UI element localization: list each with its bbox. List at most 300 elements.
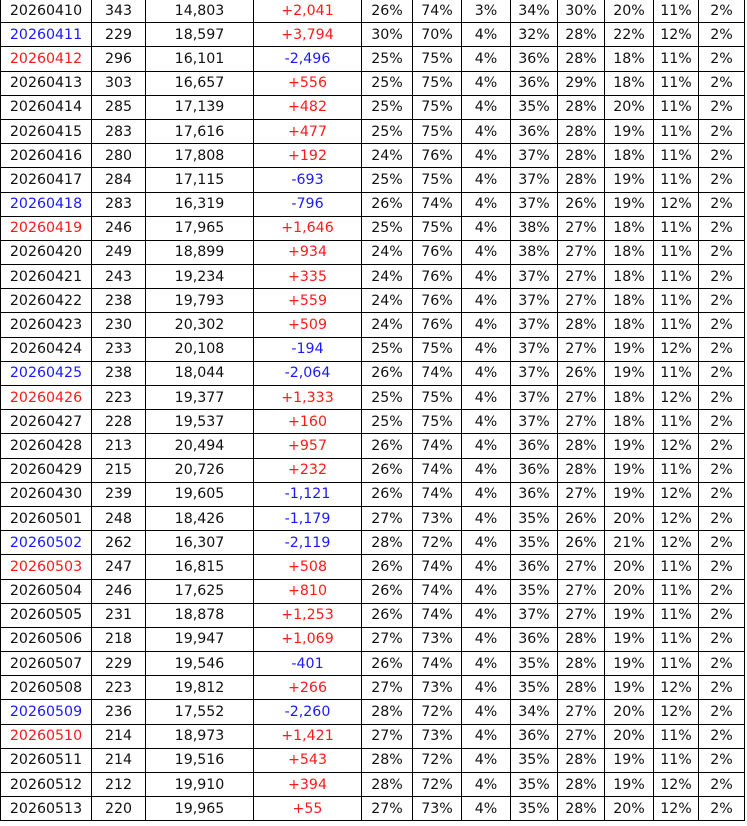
count-cell: 223 (92, 676, 146, 700)
pct-cell-6: 19% (605, 603, 654, 627)
pct-cell-4: 36% (511, 434, 558, 458)
table-row (1, 531, 745, 555)
pct-cell-2: 75% (413, 337, 462, 361)
pct-cell-3: 4% (462, 95, 511, 119)
pct-cell-2: 75% (413, 216, 462, 240)
total-cell: 16,101 (146, 47, 254, 71)
pct-cell-3: 4% (462, 47, 511, 71)
delta-cell: +957 (254, 434, 362, 458)
pct-cell-6: 20% (605, 95, 654, 119)
pct-cell-1: 27% (362, 797, 413, 821)
pct-cell-5: 30% (558, 0, 605, 23)
pct-cell-6: 19% (605, 652, 654, 676)
pct-cell-3: 4% (462, 71, 511, 95)
count-cell: 243 (92, 265, 146, 289)
pct-cell-4: 36% (511, 119, 558, 143)
pct-cell-4: 35% (511, 579, 558, 603)
pct-cell-6: 19% (605, 773, 654, 797)
pct-cell-7: 11% (654, 144, 699, 168)
pct-cell-2: 75% (413, 410, 462, 434)
table-row (1, 265, 745, 289)
pct-cell-3: 4% (462, 603, 511, 627)
total-cell: 19,812 (146, 676, 254, 700)
pct-cell-6: 20% (605, 700, 654, 724)
pct-cell-2: 72% (413, 773, 462, 797)
pct-cell-1: 25% (362, 47, 413, 71)
date-cell: 20260503 (1, 555, 92, 579)
delta-cell: -401 (254, 652, 362, 676)
pct-cell-4: 36% (511, 627, 558, 651)
pct-cell-5: 26% (558, 531, 605, 555)
pct-cell-4: 35% (511, 676, 558, 700)
pct-cell-2: 74% (413, 555, 462, 579)
table-row (1, 289, 745, 313)
pct-cell-8: 2% (699, 434, 745, 458)
pct-cell-5: 28% (558, 23, 605, 47)
pct-cell-5: 28% (558, 47, 605, 71)
pct-cell-8: 2% (699, 797, 745, 821)
delta-cell: +1,069 (254, 627, 362, 651)
pct-cell-1: 26% (362, 579, 413, 603)
pct-cell-3: 4% (462, 724, 511, 748)
pct-cell-2: 75% (413, 95, 462, 119)
pct-cell-1: 25% (362, 216, 413, 240)
pct-cell-7: 11% (654, 71, 699, 95)
pct-cell-4: 35% (511, 797, 558, 821)
pct-cell-2: 73% (413, 676, 462, 700)
pct-cell-5: 27% (558, 265, 605, 289)
delta-cell: +3,794 (254, 23, 362, 47)
total-cell: 19,605 (146, 482, 254, 506)
total-cell: 17,552 (146, 700, 254, 724)
delta-cell: +160 (254, 410, 362, 434)
date-cell: 20260427 (1, 410, 92, 434)
pct-cell-5: 26% (558, 192, 605, 216)
count-cell: 283 (92, 119, 146, 143)
count-cell: 230 (92, 313, 146, 337)
date-cell: 20260501 (1, 506, 92, 530)
pct-cell-8: 2% (699, 386, 745, 410)
pct-cell-7: 11% (654, 361, 699, 385)
pct-cell-6: 18% (605, 265, 654, 289)
pct-cell-8: 2% (699, 240, 745, 264)
table-row (1, 748, 745, 772)
pct-cell-2: 75% (413, 386, 462, 410)
total-cell: 18,597 (146, 23, 254, 47)
pct-cell-5: 28% (558, 748, 605, 772)
pct-cell-6: 19% (605, 434, 654, 458)
pct-cell-8: 2% (699, 119, 745, 143)
table-row (1, 144, 745, 168)
date-cell: 20260424 (1, 337, 92, 361)
pct-cell-5: 27% (558, 579, 605, 603)
pct-cell-6: 19% (605, 192, 654, 216)
pct-cell-1: 26% (362, 652, 413, 676)
count-cell: 214 (92, 724, 146, 748)
delta-cell: +2,041 (254, 0, 362, 23)
count-cell: 214 (92, 748, 146, 772)
pct-cell-1: 28% (362, 748, 413, 772)
total-cell: 17,115 (146, 168, 254, 192)
pct-cell-4: 36% (511, 482, 558, 506)
pct-cell-7: 12% (654, 386, 699, 410)
table-row (1, 773, 745, 797)
pct-cell-1: 26% (362, 482, 413, 506)
pct-cell-1: 27% (362, 627, 413, 651)
pct-cell-1: 28% (362, 773, 413, 797)
delta-cell: +934 (254, 240, 362, 264)
pct-cell-2: 75% (413, 71, 462, 95)
date-cell: 20260429 (1, 458, 92, 482)
pct-cell-4: 37% (511, 603, 558, 627)
date-cell: 20260512 (1, 773, 92, 797)
table-row (1, 313, 745, 337)
pct-cell-5: 27% (558, 337, 605, 361)
table-row (1, 240, 745, 264)
delta-cell: +335 (254, 265, 362, 289)
pct-cell-5: 28% (558, 652, 605, 676)
pct-cell-8: 2% (699, 95, 745, 119)
total-cell: 19,947 (146, 627, 254, 651)
total-cell: 16,307 (146, 531, 254, 555)
pct-cell-8: 2% (699, 361, 745, 385)
pct-cell-8: 2% (699, 337, 745, 361)
pct-cell-1: 25% (362, 410, 413, 434)
pct-cell-7: 11% (654, 748, 699, 772)
total-cell: 16,815 (146, 555, 254, 579)
delta-cell: +482 (254, 95, 362, 119)
pct-cell-8: 2% (699, 603, 745, 627)
delta-cell: +810 (254, 579, 362, 603)
count-cell: 249 (92, 240, 146, 264)
date-cell: 20260413 (1, 71, 92, 95)
pct-cell-3: 4% (462, 627, 511, 651)
pct-cell-3: 4% (462, 337, 511, 361)
pct-cell-8: 2% (699, 313, 745, 337)
pct-cell-1: 26% (362, 192, 413, 216)
count-cell: 248 (92, 506, 146, 530)
pct-cell-8: 2% (699, 482, 745, 506)
table-row (1, 627, 745, 651)
pct-cell-7: 12% (654, 531, 699, 555)
pct-cell-3: 4% (462, 748, 511, 772)
delta-cell: -2,260 (254, 700, 362, 724)
table-row (1, 603, 745, 627)
count-cell: 238 (92, 361, 146, 385)
pct-cell-3: 4% (462, 506, 511, 530)
date-cell: 20260419 (1, 216, 92, 240)
delta-cell: +477 (254, 119, 362, 143)
delta-cell: +508 (254, 555, 362, 579)
pct-cell-2: 74% (413, 0, 462, 23)
total-cell: 17,625 (146, 579, 254, 603)
total-cell: 16,319 (146, 192, 254, 216)
pct-cell-4: 35% (511, 748, 558, 772)
table-row (1, 0, 745, 23)
pct-cell-8: 2% (699, 506, 745, 530)
pct-cell-1: 24% (362, 289, 413, 313)
count-cell: 296 (92, 47, 146, 71)
total-cell: 19,234 (146, 265, 254, 289)
delta-cell: -693 (254, 168, 362, 192)
pct-cell-4: 37% (511, 337, 558, 361)
pct-cell-6: 19% (605, 361, 654, 385)
table-row (1, 434, 745, 458)
pct-cell-8: 2% (699, 700, 745, 724)
total-cell: 19,516 (146, 748, 254, 772)
delta-cell: -2,496 (254, 47, 362, 71)
pct-cell-2: 74% (413, 458, 462, 482)
pct-cell-2: 72% (413, 700, 462, 724)
pct-cell-3: 4% (462, 773, 511, 797)
pct-cell-3: 4% (462, 216, 511, 240)
pct-cell-7: 11% (654, 579, 699, 603)
count-cell: 238 (92, 289, 146, 313)
date-cell: 20260420 (1, 240, 92, 264)
table-row (1, 386, 745, 410)
pct-cell-5: 26% (558, 506, 605, 530)
pct-cell-5: 27% (558, 240, 605, 264)
total-cell: 20,108 (146, 337, 254, 361)
pct-cell-3: 4% (462, 289, 511, 313)
date-cell: 20260416 (1, 144, 92, 168)
pct-cell-8: 2% (699, 579, 745, 603)
pct-cell-7: 12% (654, 773, 699, 797)
date-cell: 20260417 (1, 168, 92, 192)
pct-cell-6: 18% (605, 410, 654, 434)
pct-cell-3: 4% (462, 434, 511, 458)
pct-cell-5: 28% (558, 434, 605, 458)
date-cell: 20260428 (1, 434, 92, 458)
pct-cell-3: 4% (462, 313, 511, 337)
date-cell: 20260418 (1, 192, 92, 216)
count-cell: 212 (92, 773, 146, 797)
pct-cell-1: 26% (362, 361, 413, 385)
pct-cell-3: 4% (462, 531, 511, 555)
pct-cell-8: 2% (699, 144, 745, 168)
pct-cell-5: 27% (558, 603, 605, 627)
pct-cell-7: 11% (654, 410, 699, 434)
pct-cell-3: 4% (462, 458, 511, 482)
table-row (1, 216, 745, 240)
pct-cell-4: 37% (511, 386, 558, 410)
pct-cell-1: 24% (362, 265, 413, 289)
pct-cell-6: 19% (605, 337, 654, 361)
table-row (1, 410, 745, 434)
date-cell: 20260430 (1, 482, 92, 506)
total-cell: 18,899 (146, 240, 254, 264)
pct-cell-2: 70% (413, 23, 462, 47)
table-row (1, 192, 745, 216)
pct-cell-4: 35% (511, 95, 558, 119)
pct-cell-5: 27% (558, 386, 605, 410)
pct-cell-6: 19% (605, 458, 654, 482)
pct-cell-7: 12% (654, 482, 699, 506)
count-cell: 343 (92, 0, 146, 23)
table-row (1, 724, 745, 748)
pct-cell-7: 12% (654, 506, 699, 530)
pct-cell-1: 26% (362, 555, 413, 579)
pct-cell-8: 2% (699, 748, 745, 772)
pct-cell-8: 2% (699, 627, 745, 651)
table-row (1, 506, 745, 530)
pct-cell-2: 75% (413, 47, 462, 71)
pct-cell-2: 76% (413, 313, 462, 337)
delta-cell: +266 (254, 676, 362, 700)
pct-cell-7: 11% (654, 724, 699, 748)
pct-cell-4: 35% (511, 652, 558, 676)
pct-cell-5: 28% (558, 676, 605, 700)
table-row (1, 579, 745, 603)
table-row (1, 676, 745, 700)
total-cell: 19,377 (146, 386, 254, 410)
pct-cell-4: 37% (511, 289, 558, 313)
pct-cell-2: 74% (413, 434, 462, 458)
pct-cell-1: 26% (362, 434, 413, 458)
pct-cell-8: 2% (699, 458, 745, 482)
delta-cell: +55 (254, 797, 362, 821)
pct-cell-6: 19% (605, 676, 654, 700)
pct-cell-5: 29% (558, 71, 605, 95)
date-cell: 20260508 (1, 676, 92, 700)
pct-cell-1: 25% (362, 337, 413, 361)
pct-cell-6: 20% (605, 506, 654, 530)
pct-cell-2: 74% (413, 361, 462, 385)
pct-cell-8: 2% (699, 192, 745, 216)
pct-cell-2: 76% (413, 240, 462, 264)
total-cell: 20,302 (146, 313, 254, 337)
date-cell: 20260422 (1, 289, 92, 313)
pct-cell-4: 36% (511, 724, 558, 748)
total-cell: 16,657 (146, 71, 254, 95)
pct-cell-3: 4% (462, 168, 511, 192)
count-cell: 262 (92, 531, 146, 555)
total-cell: 18,044 (146, 361, 254, 385)
table-row (1, 797, 745, 821)
delta-cell: +232 (254, 458, 362, 482)
pct-cell-8: 2% (699, 410, 745, 434)
pct-cell-4: 37% (511, 313, 558, 337)
date-cell: 20260415 (1, 119, 92, 143)
pct-cell-4: 37% (511, 410, 558, 434)
pct-cell-5: 26% (558, 361, 605, 385)
pct-cell-2: 73% (413, 627, 462, 651)
pct-cell-6: 18% (605, 47, 654, 71)
pct-cell-4: 34% (511, 700, 558, 724)
date-cell: 20260414 (1, 95, 92, 119)
total-cell: 19,537 (146, 410, 254, 434)
total-cell: 20,494 (146, 434, 254, 458)
pct-cell-5: 27% (558, 216, 605, 240)
pct-cell-4: 37% (511, 144, 558, 168)
delta-cell: +543 (254, 748, 362, 772)
total-cell: 14,803 (146, 0, 254, 23)
pct-cell-2: 72% (413, 531, 462, 555)
date-cell: 20260411 (1, 23, 92, 47)
pct-cell-1: 25% (362, 71, 413, 95)
pct-cell-7: 11% (654, 603, 699, 627)
total-cell: 17,616 (146, 119, 254, 143)
pct-cell-6: 20% (605, 579, 654, 603)
total-cell: 19,793 (146, 289, 254, 313)
pct-cell-3: 4% (462, 144, 511, 168)
pct-cell-3: 4% (462, 652, 511, 676)
pct-cell-1: 26% (362, 603, 413, 627)
delta-cell: -2,064 (254, 361, 362, 385)
pct-cell-6: 18% (605, 216, 654, 240)
table-row (1, 168, 745, 192)
pct-cell-6: 20% (605, 724, 654, 748)
pct-cell-5: 27% (558, 410, 605, 434)
pct-cell-1: 27% (362, 506, 413, 530)
pct-cell-1: 25% (362, 168, 413, 192)
pct-cell-4: 38% (511, 240, 558, 264)
pct-cell-5: 27% (558, 555, 605, 579)
table-row (1, 95, 745, 119)
pct-cell-5: 28% (558, 168, 605, 192)
pct-cell-3: 4% (462, 265, 511, 289)
pct-cell-3: 4% (462, 555, 511, 579)
pct-cell-2: 74% (413, 652, 462, 676)
pct-cell-3: 4% (462, 23, 511, 47)
pct-cell-1: 26% (362, 0, 413, 23)
delta-cell: +1,646 (254, 216, 362, 240)
pct-cell-4: 35% (511, 773, 558, 797)
pct-cell-5: 28% (558, 797, 605, 821)
count-cell: 236 (92, 700, 146, 724)
pct-cell-2: 75% (413, 119, 462, 143)
date-cell: 20260509 (1, 700, 92, 724)
delta-cell: +394 (254, 773, 362, 797)
pct-cell-6: 19% (605, 482, 654, 506)
date-cell: 20260412 (1, 47, 92, 71)
pct-cell-8: 2% (699, 724, 745, 748)
pct-cell-8: 2% (699, 555, 745, 579)
pct-cell-5: 28% (558, 95, 605, 119)
pct-cell-7: 11% (654, 47, 699, 71)
delta-cell: +1,421 (254, 724, 362, 748)
pct-cell-6: 19% (605, 748, 654, 772)
pct-cell-7: 12% (654, 676, 699, 700)
total-cell: 18,973 (146, 724, 254, 748)
pct-cell-7: 11% (654, 240, 699, 264)
pct-cell-4: 38% (511, 216, 558, 240)
pct-cell-7: 11% (654, 458, 699, 482)
pct-cell-2: 74% (413, 482, 462, 506)
date-cell: 20260421 (1, 265, 92, 289)
pct-cell-4: 36% (511, 458, 558, 482)
count-cell: 229 (92, 652, 146, 676)
pct-cell-3: 4% (462, 386, 511, 410)
count-cell: 280 (92, 144, 146, 168)
pct-cell-3: 4% (462, 482, 511, 506)
count-cell: 218 (92, 627, 146, 651)
pct-cell-8: 2% (699, 289, 745, 313)
pct-cell-7: 11% (654, 555, 699, 579)
pct-cell-2: 74% (413, 603, 462, 627)
pct-cell-6: 22% (605, 23, 654, 47)
pct-cell-6: 18% (605, 386, 654, 410)
pct-cell-5: 27% (558, 482, 605, 506)
table-row (1, 337, 745, 361)
pct-cell-5: 27% (558, 700, 605, 724)
pct-cell-6: 19% (605, 627, 654, 651)
date-cell: 20260505 (1, 603, 92, 627)
pct-cell-7: 12% (654, 192, 699, 216)
total-cell: 17,965 (146, 216, 254, 240)
table-row (1, 119, 745, 143)
pct-cell-1: 28% (362, 531, 413, 555)
